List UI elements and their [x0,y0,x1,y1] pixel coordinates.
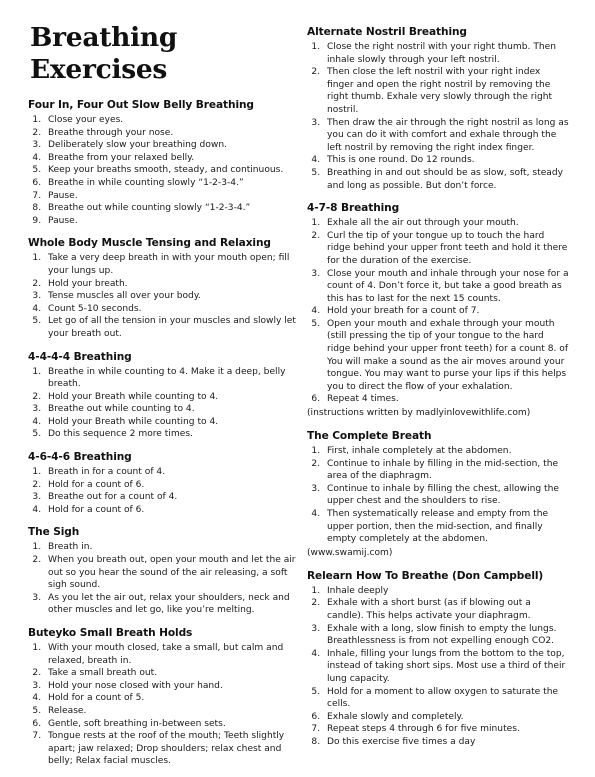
step-list [307,585,569,749]
step-item: 7. Repeat steps 4 through 6 for five minutes. [323,723,569,736]
step-item: 2. Then close the left nostril with your right index finger and open the right nostril by removing the right thumb. Exhale very slowly through the right nostril. [323,66,569,116]
step-list [28,366,296,442]
section-4-4-4-4-breathing [28,350,296,442]
step-item: 3. Exhale with a long, slow finish to empty the lungs. Breathlessness is from not expelling enough CO2. [323,623,569,648]
step-list [307,217,569,406]
step-list [28,541,296,617]
step-item: 2. Continue to inhale by filling in the mid-section, the area of the diaphragm. [323,458,569,483]
section-alternate-nostril-breathing [307,25,569,192]
step-list [307,41,569,192]
step-item: 2. Hold your breath. [44,278,296,291]
step-item: 2. Breathe through your nose. [44,127,296,140]
section-heading: The Complete Breath [307,430,432,443]
step-item: 6. Gentle, soft breathing in-between sets. [44,718,296,731]
step-item: 6. Breathe in while counting slowly “1-2-3-4.” [44,177,296,190]
step-item: 4. Hold your Breath while counting to 4. [44,416,296,429]
right-column [307,0,569,758]
step-item: 3. Breathe out while counting to 4. [44,403,296,416]
source-note: (instructions written by madlyinlovewithlife.com) [307,408,531,419]
step-item: 3. Continue to inhale by filling the chest, allowing the upper chest and the shoulders to rise. [323,483,569,508]
step-item: 2. When you breath out, open your mouth and let the air out so you hear the sound of the air releasing, a soft sigh sound. [44,554,296,592]
step-item: 6. Exhale slowly and completely. [323,711,569,724]
step-item: 4. Count 5-10 seconds. [44,303,296,316]
step-item: 2. Hold for a count of 6. [44,479,296,492]
step-item: 3. As you let the air out, relax your shoulders, neck and other muscles and let go, like you’re melting. [44,592,296,617]
step-list [28,642,296,768]
step-item: 8. Breathe out while counting slowly “1-2-3-4.” [44,202,296,215]
step-item: 5. Release. [44,705,296,718]
section-relearn-how-to-breathe-don-campbell [307,569,569,749]
left-column [28,0,296,777]
section-4-6-4-6-breathing [28,450,296,516]
section-four-in-four-out-slow-belly-breathing [28,98,296,227]
step-item: 8. Do this exercise five times a day [323,736,569,749]
step-item: 2. Exhale with a short burst (as if blowing out a candle). This helps activate your diaphragm. [323,597,569,622]
step-item: 2. Curl the tip of your tongue up to touch the hard ridge behind your upper front teeth and hold it there for the duration of the exercise. [323,230,569,268]
step-item: 5. Keep your breaths smooth, steady, and continuous. [44,164,296,177]
step-list [28,114,296,227]
step-item: 1. First, inhale completely at the abdomen. [323,445,569,458]
step-list [28,252,296,340]
step-item: 1. With your mouth closed, take a small, but calm and relaxed, breath in. [44,642,296,667]
step-item: 1. Inhale deeply [323,585,569,598]
section-heading: The Sigh [28,526,80,539]
section-the-sigh [28,525,296,617]
section-the-complete-breath [307,429,569,560]
step-item: 5. Open your mouth and exhale through your mouth (still pressing the tip of your tongue to the hard ridge behind your upper front teeth) for a count 8. of You will make a sound as the air moves around your tongue. You may want to purse your lips if this helps you to direct the flow of your exhalation. [323,318,569,394]
section-heading: Four In, Four Out Slow Belly Breathing [28,99,254,111]
step-item: 4. Hold for a count of 5. [44,692,296,705]
left-sections [28,98,296,768]
step-item: 4. Inhale, filling your lungs from the bottom to the top, instead of taking short sips. Most use a third of their lung capacity. [323,648,569,686]
step-item: 3. Then draw the air through the right nostril as long as you can do it with comfort and exhale through the left nostril by removing the right index finger. [323,117,569,155]
section-whole-body-muscle-tensing-and-relaxing [28,236,296,340]
step-item: 4. Hold for a count of 6. [44,504,296,517]
section-buteyko-small-breath-holds [28,626,296,768]
step-item: 1. Close your eyes. [44,114,296,127]
step-item: 5. Do this sequence 2 more times. [44,428,296,441]
page-title: Breathing Exercises [30,22,178,85]
step-item: 9. Pause. [44,215,296,228]
step-item: 4. Then systematically release and empty from the upper portion, then the mid-section, and finally empty completely at the abdomen. [323,508,569,546]
step-list [307,445,569,546]
step-item: 2. Hold your Breath while counting to 4. [44,391,296,404]
step-item: 3. Close your mouth and inhale through your nose for a count of 4. Don’t force it, but take a good breath as this has to last for the next 15 counts. [323,268,569,306]
section-heading: 4-6-4-6 Breathing [28,451,132,464]
step-item: 1. Breath in. [44,541,296,554]
step-item: 5. Hold for a moment to allow oxygen to saturate the cells. [323,686,569,711]
step-item: 1. Close the right nostril with your right thumb. Then inhale slowly through your left nostril. [323,41,569,66]
step-item: 7. Pause. [44,190,296,203]
step-item: 1. Breath in for a count of 4. [44,466,296,479]
step-item: 3. Deliberately slow your breathing down. [44,139,296,152]
section-heading: Whole Body Muscle Tensing and Relaxing [28,237,271,250]
section-4-7-8-breathing [307,201,569,420]
step-item: 2. Take a small breath out. [44,667,296,680]
step-item: 4. This is one round. Do 12 rounds. [323,154,569,167]
section-heading: 4-7-8 Breathing [307,202,400,215]
step-item: 1. Take a very deep breath in with your mouth open; fill your lungs up. [44,252,296,277]
step-item: 7. Tongue rests at the roof of the mouth; Teeth slightly apart; jaw relaxed; Drop shoulders; relax chest and belly; Relax facial muscles. [44,730,296,768]
step-item: 1. Breathe in while counting to 4. Make it a deep, belly breath. [44,366,296,391]
section-heading: Alternate Nostril Breathing [307,26,467,38]
step-item: 6. Repeat 4 times. [323,393,569,406]
step-item: 5. Let go of all the tension in your muscles and slowly let your breath out. [44,315,296,340]
section-heading: Relearn How To Breathe (Don Campbell) [307,569,544,582]
step-item: 3. Hold your nose closed with your hand. [44,680,296,693]
right-sections [307,25,569,749]
step-item: 5. Breathing in and out should be as slow, soft, steady and long as possible. But don’t force. [323,167,569,192]
step-item: 1. Exhale all the air out through your mouth. [323,217,569,230]
step-item: 3. Tense muscles all over your body. [44,290,296,303]
step-list [28,466,296,516]
section-heading: Buteyko Small Breath Holds [28,627,193,639]
source-note: (www.swamij.com) [307,547,393,558]
step-item: 3. Breathe out for a count of 4. [44,491,296,504]
step-item: 4. Breathe from your relaxed belly. [44,152,296,165]
step-item: 4. Hold your breath for a count of 7. [323,305,569,318]
section-heading: 4-4-4-4 Breathing [28,350,132,363]
